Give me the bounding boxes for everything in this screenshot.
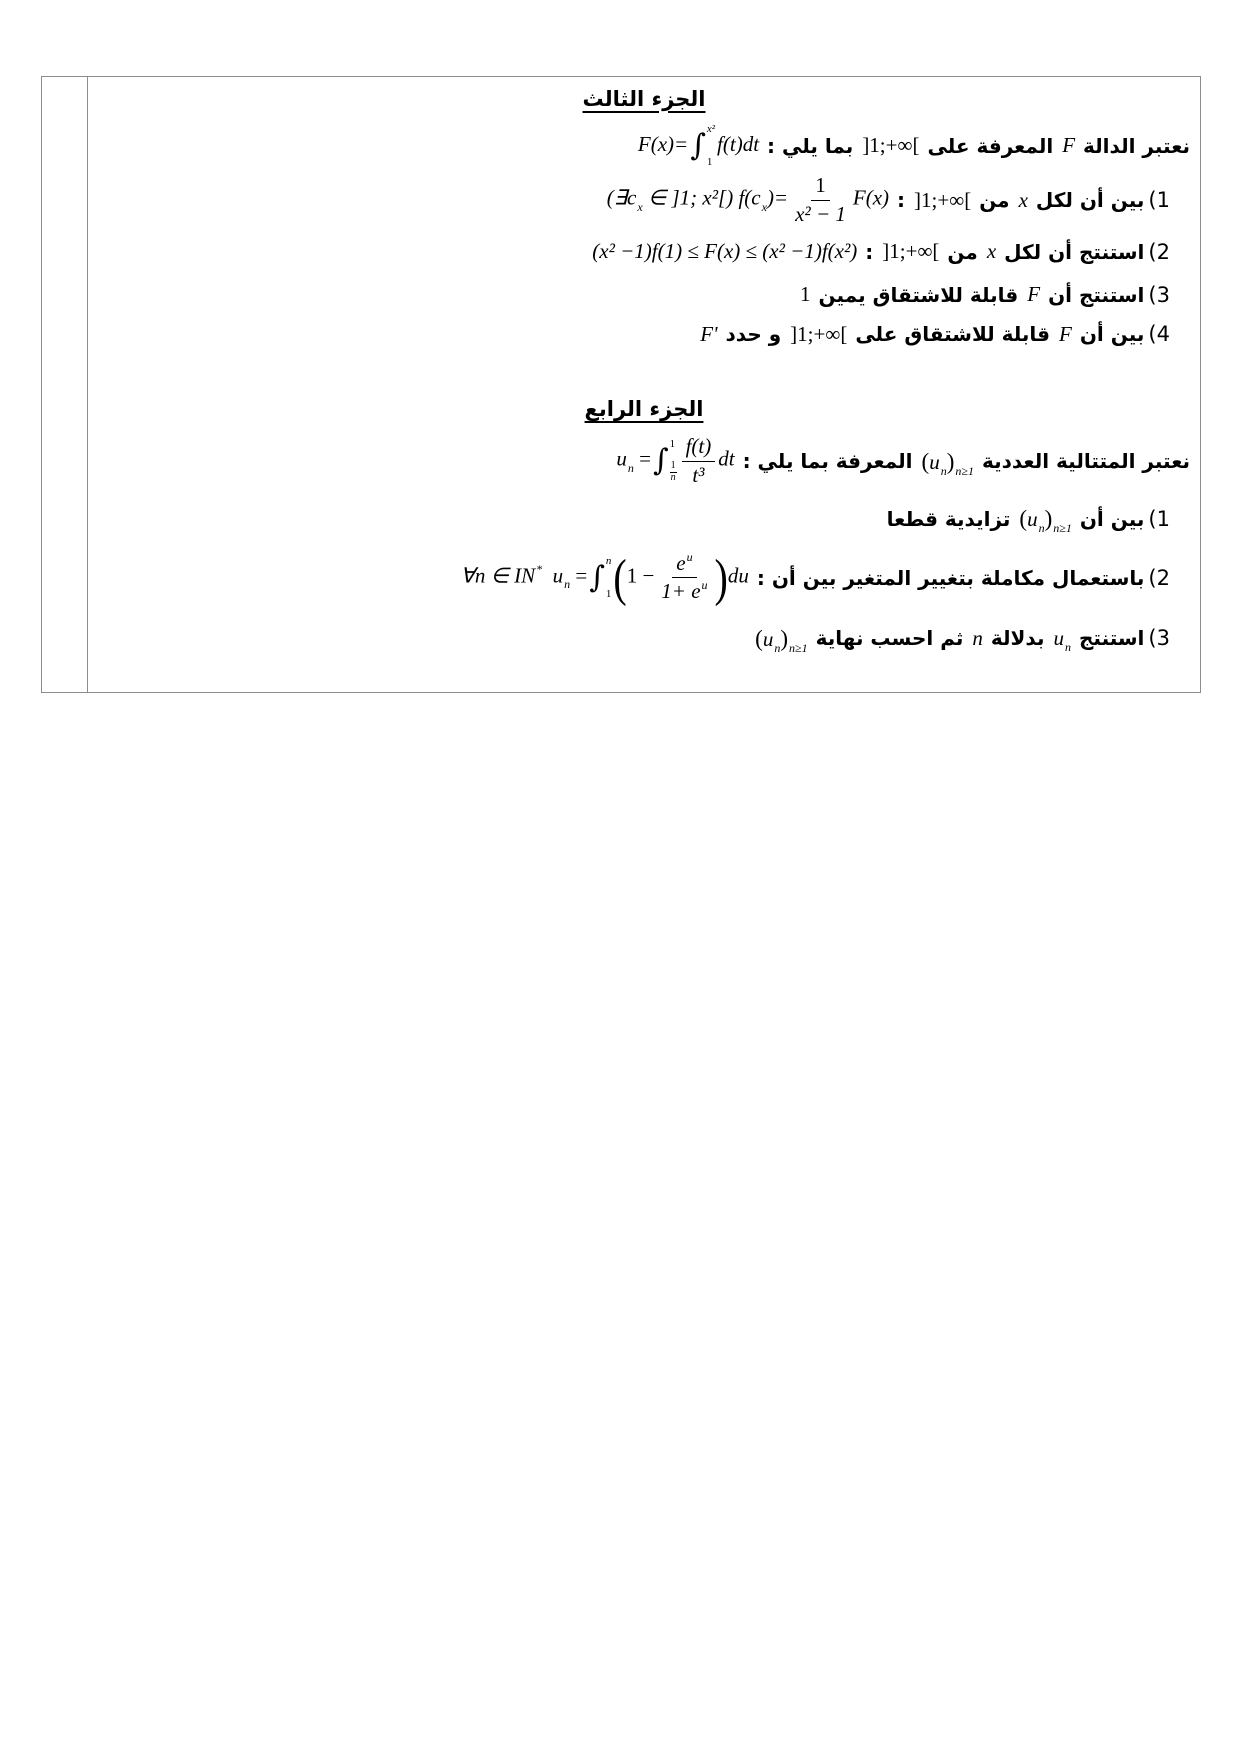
integral-limits [670, 439, 677, 483]
part4-question-3 [88, 607, 1200, 669]
part3-question-4 [88, 314, 1200, 354]
question-text: بين أن لكل [1035, 188, 1145, 212]
question-formula [607, 174, 889, 225]
formula-lhs: u [552, 563, 564, 588]
question-number: 1) [1148, 188, 1170, 212]
integral-sign: ∫ [652, 443, 669, 478]
part4-question-2 [88, 548, 1200, 607]
seq-base: u [929, 449, 940, 474]
differential: dt [718, 446, 735, 471]
integral-limits [606, 556, 612, 600]
question-text: استنتج أن [1048, 282, 1145, 307]
numerator: 1 [670, 460, 676, 471]
part4-intro-line [88, 433, 1200, 489]
denominator: x² − 1 [795, 201, 846, 226]
question-formula [460, 547, 749, 607]
question-number: 2) [1148, 239, 1170, 264]
part3-question-2 [88, 228, 1200, 275]
paren: ) [780, 625, 789, 651]
part4-question-1 [88, 489, 1200, 548]
numerator [672, 549, 696, 578]
margin-column [42, 77, 88, 692]
formula-part: ∈ ]1; x²[) f(c [642, 185, 761, 210]
fraction [791, 174, 850, 225]
superscript: u [701, 578, 708, 592]
part4-title: الجزء الرابع [584, 397, 704, 421]
question-text: تزايدية قطعا [886, 506, 1011, 531]
lower-limit: 1 [706, 155, 713, 168]
denominator-base: 1+ e [661, 579, 701, 603]
function-symbol: F [1062, 133, 1076, 157]
upper-limit: x² [706, 122, 716, 135]
definition-formula [638, 124, 759, 168]
intro-text: المعرفة بما يلي : [742, 449, 913, 473]
formula-part: )= [766, 185, 789, 210]
subscript: n [564, 577, 571, 592]
question-text: من [947, 239, 978, 264]
part3-title: الجزء الثالث [582, 86, 706, 111]
intro-text: نعتبر المتتالية العددية [981, 449, 1190, 473]
subscript: n [627, 460, 634, 475]
interval: ]1;+∞[ [790, 321, 848, 346]
numerator: 1 [811, 174, 830, 200]
formula-lhs: u [616, 446, 627, 471]
formula-part: F(x) [852, 185, 890, 210]
question-text: بدلالة [990, 626, 1045, 650]
lower-limit [670, 461, 677, 483]
question-text: استنتج أن لكل [1004, 239, 1145, 264]
intro-text: بما يلي : [767, 133, 854, 158]
subscript: n≥1 [955, 463, 974, 478]
separator: : [865, 239, 874, 264]
value: 1 [800, 282, 811, 306]
seq-base: u [762, 626, 774, 651]
intro-text: نعتبر الدالة [1083, 133, 1190, 158]
sequence-term [1053, 625, 1071, 654]
fraction [657, 549, 711, 603]
sequence-symbol [1019, 506, 1072, 535]
part3-question-1 [88, 172, 1200, 228]
question-text: ثم احسب نهاية [815, 626, 964, 650]
interval: ]1;+∞[ [862, 133, 920, 157]
intro-text: المعرفة على [927, 133, 1054, 158]
question-text: من [979, 188, 1010, 212]
subscript: n [774, 640, 781, 655]
integral [653, 439, 677, 483]
upper-limit: 1 [669, 438, 676, 450]
subscript: n [1038, 521, 1045, 535]
integral-sign: ∫ [589, 559, 605, 595]
interval: ]1;+∞[ [914, 187, 972, 212]
question-number: 3) [1148, 282, 1170, 307]
formula-part: (∃c [606, 185, 637, 210]
exercise-table [41, 76, 1201, 693]
question-text: استنتج [1078, 626, 1145, 650]
differential: du [727, 563, 749, 588]
equals: = [570, 563, 588, 588]
subscript: n [1064, 639, 1071, 654]
section-spacer [88, 354, 1200, 385]
variable: x [1018, 187, 1028, 212]
subscript: n≥1 [1053, 521, 1072, 535]
question-text: باستعمال مكاملة بتغيير المتغير بين أن : [756, 565, 1145, 590]
question-number: 3) [1148, 626, 1170, 650]
question-formula: (x² −1)f(1) ≤ F(x) ≤ (x² −1)f(x²) [592, 239, 858, 263]
equals: = [633, 446, 651, 471]
denominator [657, 578, 711, 603]
part3-heading [88, 78, 1200, 119]
paren: ) [1044, 506, 1053, 531]
question-number: 2) [1148, 565, 1170, 590]
numerator: f(t) [682, 435, 716, 461]
upper-limit: n [605, 554, 612, 567]
superscript: * [536, 562, 543, 577]
integral-limits [707, 124, 715, 168]
paren: ) [714, 547, 728, 607]
fraction [682, 435, 716, 486]
derivative-symbol: F' [700, 321, 718, 346]
question-text: و حدد [725, 322, 782, 346]
part4-heading [88, 385, 1200, 433]
part3-intro-line [88, 119, 1200, 172]
function-symbol: F [1027, 282, 1041, 306]
exercise-content [88, 77, 1200, 692]
sequence-symbol [755, 625, 808, 655]
paren: ( [1019, 506, 1028, 531]
paren: ( [755, 625, 763, 651]
subscript: n≥1 [789, 640, 808, 655]
variable: n [972, 625, 983, 650]
formula-lhs: F(x)= [637, 131, 689, 156]
integral [589, 556, 611, 600]
interval: ]1;+∞[ [882, 239, 940, 263]
term-base: u [1053, 625, 1064, 650]
variable: x [986, 239, 997, 263]
question-number: 4) [1148, 322, 1170, 346]
numerator-base: e [676, 550, 686, 575]
integral-sign: ∫ [690, 127, 706, 163]
subscript: x [761, 199, 767, 214]
definition-formula [616, 435, 734, 486]
question-text: بين أن [1079, 322, 1145, 346]
question-text: قابلة للاشتقاق يمين [818, 282, 1019, 307]
question-number: 1) [1148, 506, 1170, 531]
function-symbol: F [1059, 321, 1072, 346]
separator: : [897, 188, 906, 212]
part3-question-3 [88, 275, 1200, 314]
paren: ) [946, 448, 955, 474]
seq-base: u [1027, 507, 1038, 531]
paren: ( [613, 547, 627, 607]
superscript: u [686, 549, 693, 564]
lower-limit: 1 [605, 587, 612, 600]
integrand: f(t)dt [717, 131, 760, 156]
question-text: قابلة للاشتقاق على [855, 322, 1051, 346]
sequence-symbol [921, 448, 974, 478]
denominator: t³ [692, 462, 705, 487]
denominator: n [670, 471, 676, 483]
subscript: x [637, 199, 643, 214]
subscript: n [940, 463, 947, 478]
formula-part: 1 − [626, 563, 655, 588]
question-text: بين أن [1079, 506, 1145, 531]
quantifier: ∀n ∈ IN [460, 563, 536, 588]
paren: ( [921, 448, 930, 474]
integral [690, 124, 715, 168]
